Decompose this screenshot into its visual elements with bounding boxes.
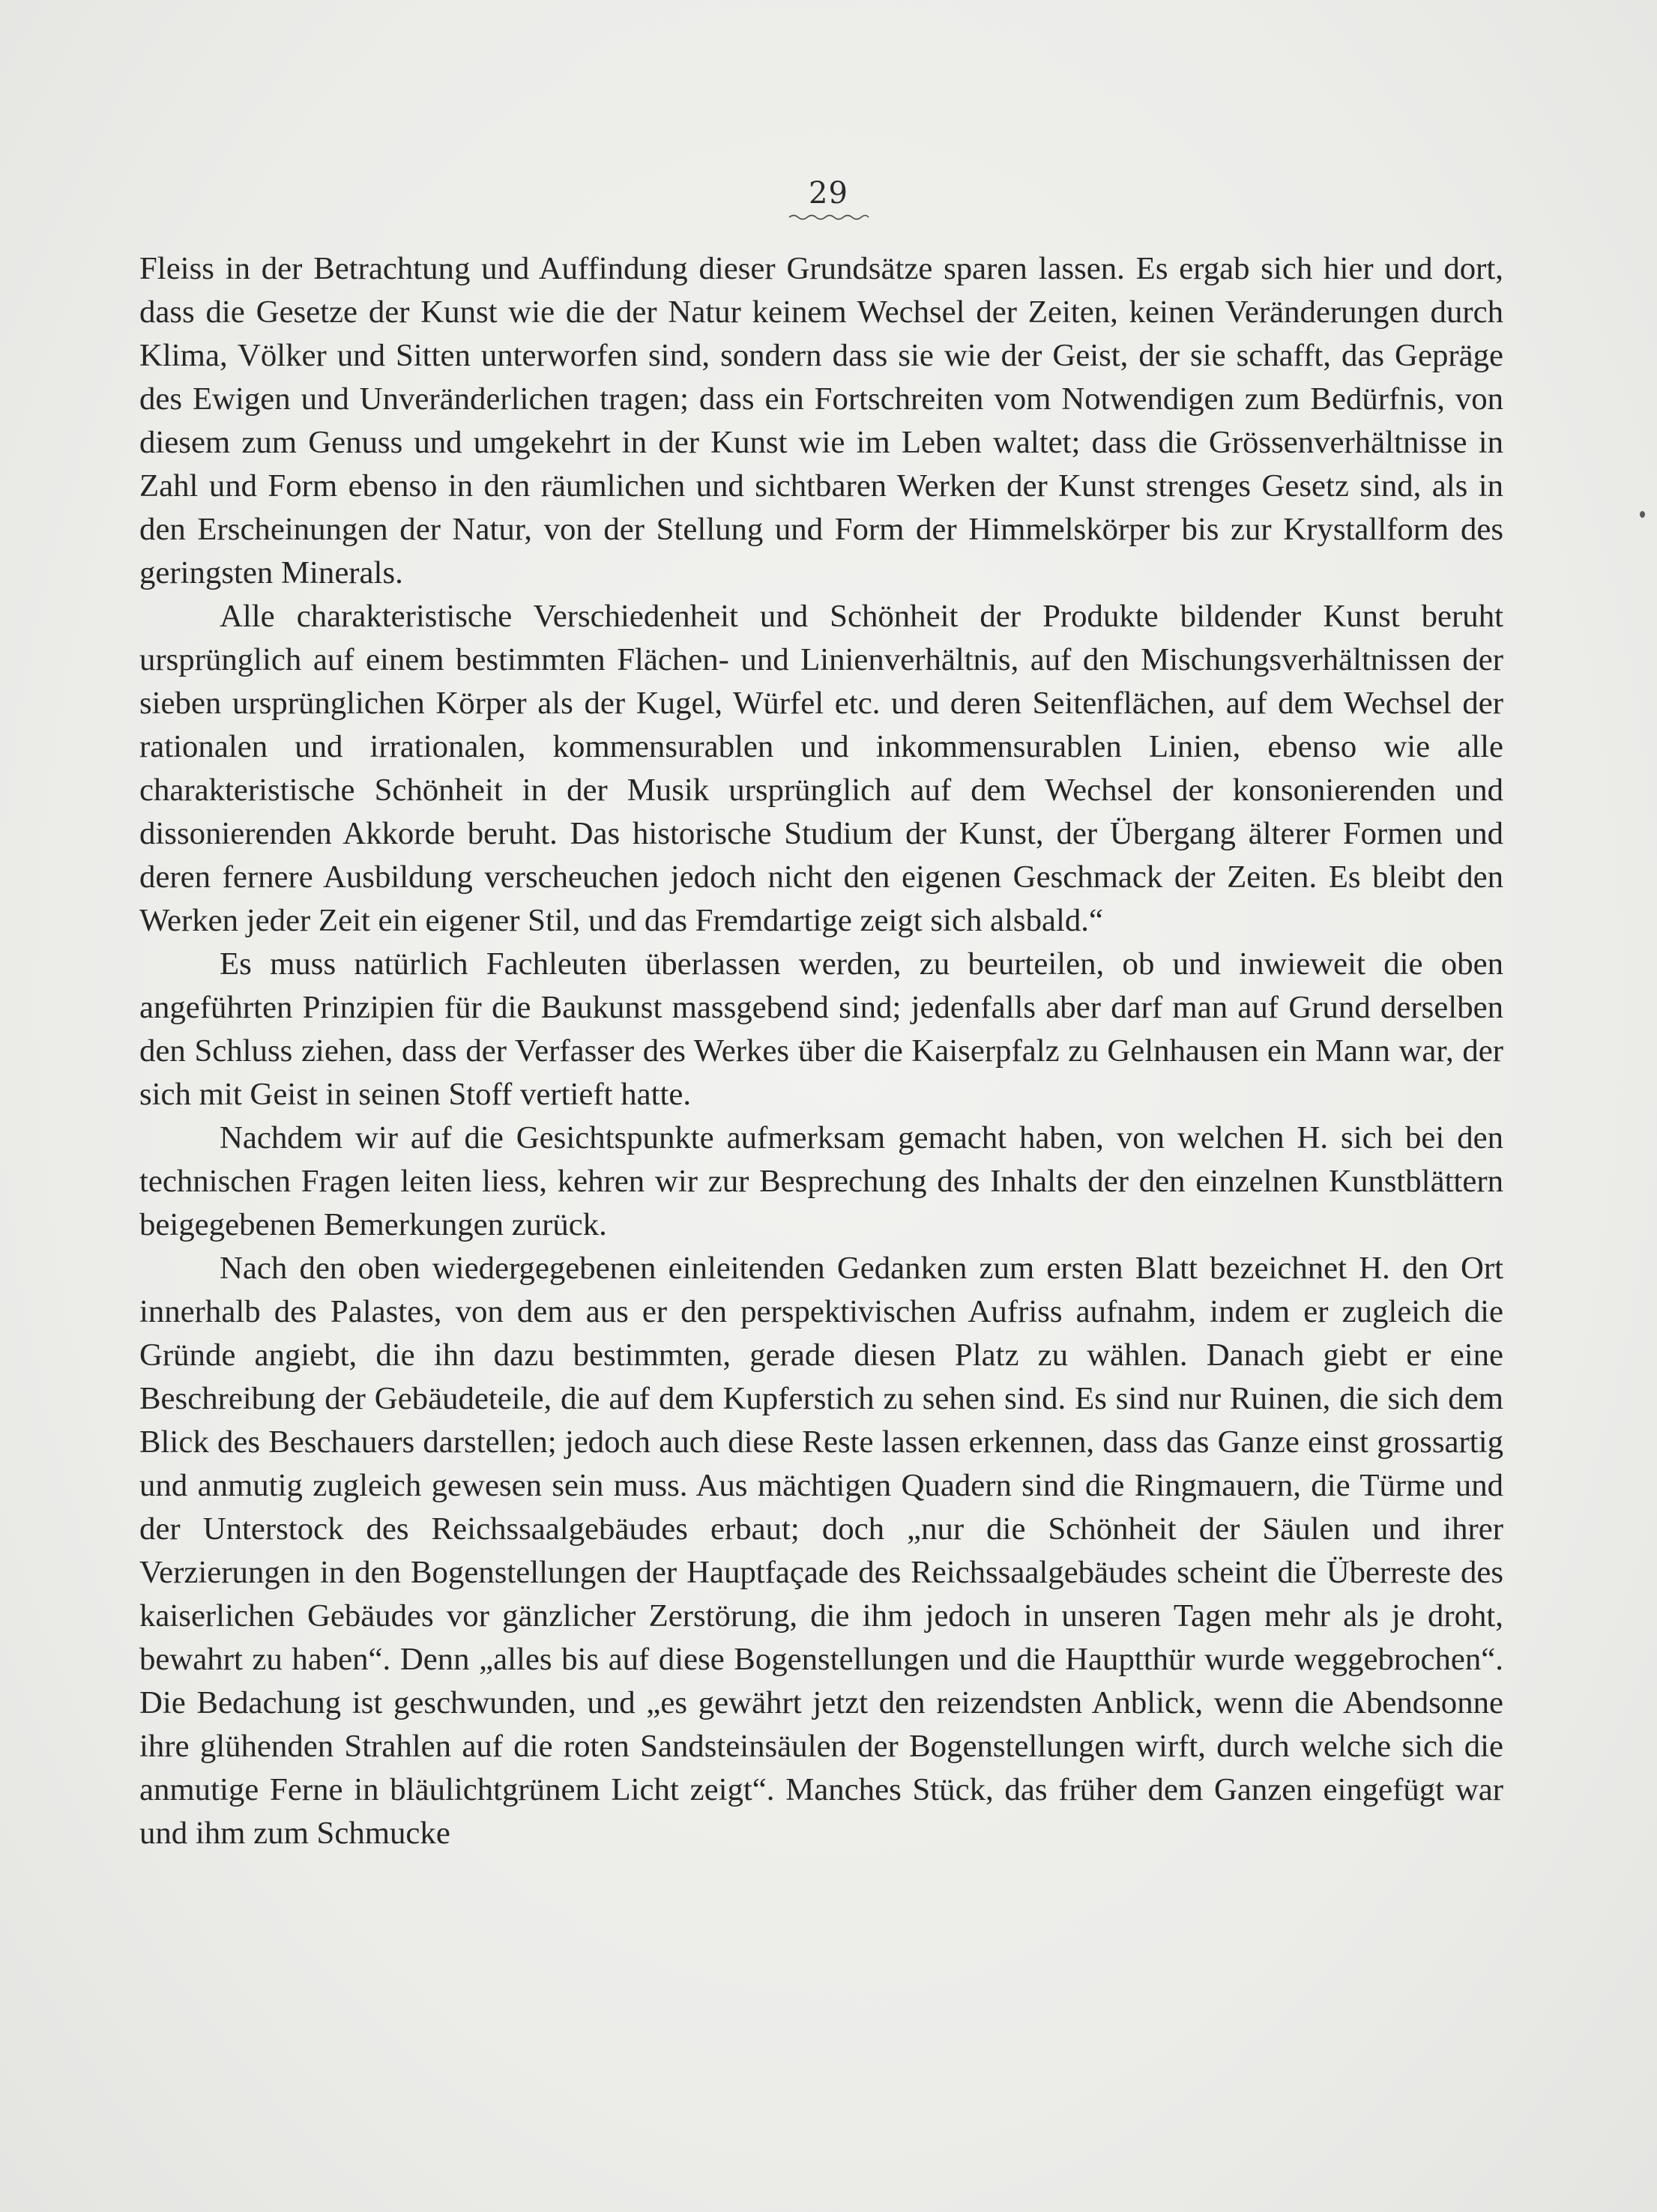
paragraph: Alle charakteristische Verschiedenheit und Schönheit der Produkte bildender Kunst beruht ursprünglich auf einem bestimmten Flächen- und Linienverhältnis, auf den Mischungsverhältnissen der sieben ursprünglichen Körper als der Kugel, Würfel etc. und deren Seitenflächen, auf dem Wechsel der rationalen und irrationalen, kommensurablen und inkommensurablen Linien, ebenso wie alle charakteristische Schönheit in der Musik ursprünglich auf dem Wechsel der konsonierenden und dissonierenden Akkorde beruht. Das historische Studium der Kunst, der Übergang älterer Formen und deren fernere Ausbildung verscheuchen jedoch nicht den eigenen Geschmack der Zeiten. Es bleibt den Werken jeder Zeit ein eigener Stil, und das Fremdartige zeigt sich alsbald.“	[139, 599, 1503, 938]
paragraph: Fleiss in der Betrachtung und Auffindung dieser Grundsätze sparen lassen. Es ergab sich hier und dort, dass die Gesetze der Kunst wie die der Natur keinem Wechsel der Zeiten, keinen Veränderungen durch Klima, Völker und Sitten unterworfen sind, sondern dass sie wie der Geist, der sie schafft, das Gepräge des Ewigen und Unveränderlichen tragen; dass ein Fortschreiten vom Notwendigen zum Bedürfnis, von diesem zum Genuss und umgekehrt in der Kunst wie im Leben waltet; dass die Grössenverhältnisse in Zahl und Form ebenso in den räumlichen und sichtbaren Werken der Kunst strenges Gesetz sind, als in den Erscheinungen der Natur, von der Stellung und Form der Himmelskörper bis zur Krystallform des geringsten Minerals.	[139, 251, 1503, 590]
body-text	[139, 247, 1503, 1855]
paragraph: Nachdem wir auf die Gesichtspunkte aufmerksam gemacht haben, von welchen H. sich bei den technischen Fragen leiten liess, kehren wir zur Besprechung des Inhalts der den einzelnen Kunstblättern beigegebenen Bemerkungen zurück.	[139, 1120, 1503, 1242]
ink-speck	[1640, 511, 1645, 518]
page-number: 29	[809, 176, 848, 211]
paragraph: Es muss natürlich Fachleuten überlassen werden, zu beurteilen, ob und inwieweit die oben angeführten Prinzipien für die Baukunst massgebend sind; jedenfalls aber darf man auf Grund derselben den Schluss ziehen, dass der Verfasser des Werkes über die Kaiserpfalz zu Gelnhausen ein Mann war, der sich mit Geist in seinen Stoff vertieft hatte.	[139, 946, 1503, 1112]
page-header	[749, 178, 908, 222]
paragraph: Nach den oben wiedergegebenen einleitenden Gedanken zum ersten Blatt bezeichnet H. den Ort innerhalb des Palastes, von dem aus er den perspektivischen Aufriss aufnahm, indem er zugleich die Gründe angiebt, die ihn dazu bestimmten, gerade diesen Platz zu wählen. Danach giebt er eine Beschreibung der Gebäudeteile, die auf dem Kupferstich zu sehen sind. Es sind nur Ruinen, die sich dem Blick des Beschauers darstellen; jedoch auch diese Reste lassen erkennen, dass das Ganze einst grossartig und anmutig zugleich gewesen sein muss. Aus mächtigen Quadern sind die Ringmauern, die Türme und der Unterstock des Reichssaalgebäudes erbaut; doch „nur die Schönheit der Säulen und ihrer Verzierungen in den Bogenstellungen der Hauptfaçade des Reichssaalgebäudes scheint die Überreste des kaiserlichen Gebäudes vor gänzlicher Zerstörung, die ihm jedoch in unseren Tagen mehr als je droht, bewahrt zu haben“. Denn „alles bis auf diese Bogenstellungen und die Hauptthür wurde weggebrochen“. Die Bedachung ist geschwunden, und „es gewährt jetzt den reizendsten Anblick, wenn die Abendsonne ihre glühenden Strahlen auf die roten Sandsteinsäulen der Bogenstellungen wirft, durch welche sich die anmutige Ferne in bläulichtgrünem Licht zeigt“. Manches Stück, das früher dem Ganzen eingefügt war und ihm zum Schmucke	[139, 1251, 1503, 1851]
wavy-ornament-icon	[788, 213, 870, 222]
